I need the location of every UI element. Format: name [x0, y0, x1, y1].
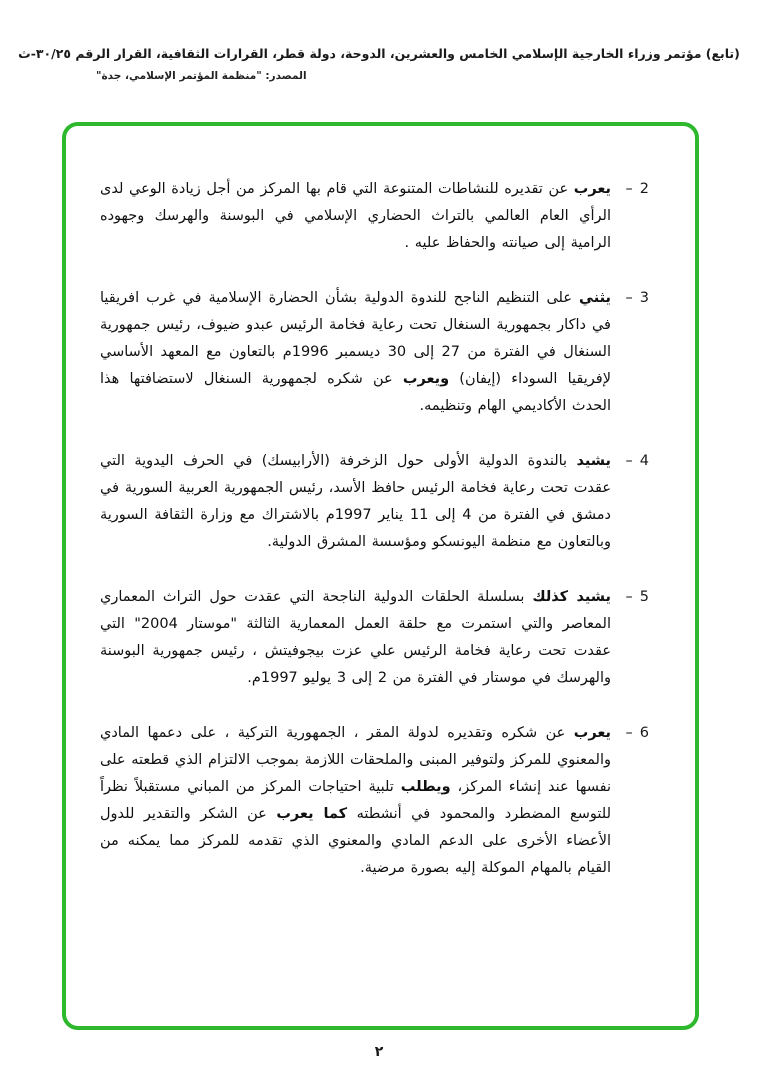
list-item	[100, 285, 649, 420]
item-text	[100, 176, 611, 257]
item-text-bold-segment: يعرب	[573, 181, 611, 197]
item-text-segment: على التنظيم الناجح للندوة الدولية بشأن الحضارة الإسلامية في غرب افريقيا في داكار بجمهورية السنغال تحت رعاية فخامة الرئيس عبدو ضيوف، رئيس جمهورية السنغال في الفترة من 27 إلى 30 ديسمبر 1996م بالتعاون مع المعهد الأساسي لإفريقيا السوداء (إيفان)	[100, 290, 612, 387]
item-text	[100, 720, 611, 882]
item-marker	[611, 584, 649, 692]
item-number: 2	[639, 181, 649, 197]
item-number: 6	[639, 725, 649, 741]
item-number: 4	[639, 453, 649, 469]
list-item	[100, 448, 649, 556]
page-number: ٢	[374, 1044, 384, 1060]
document-source-line: المصدر: "منظمة المؤتمر الإسلامي، جدة"	[96, 70, 307, 82]
item-text-segment: عن شكره وتقديره لدولة المقر ، الجمهورية التركية ، على دعمها المادي والمعنوي للمركز ولتوفير المبنى والملحقات اللازمة بموجب الالتزام الذي قطعته على نفسها عند إنشاء المركز،	[100, 725, 611, 795]
item-marker	[611, 285, 649, 420]
item-text-bold-segment: ويعرب	[402, 371, 450, 387]
item-text-segment: عن تقديره للنشاطات المتنوعة التي قام بها المركز من أجل زيادة الوعي لدى الرأي العام العالمي بالتراث الحضاري الإسلامي في البوسنة والهرسك وجهوده الرامية إلى صيانته والحفاظ عليه .	[100, 181, 611, 251]
item-dash: –	[625, 181, 633, 197]
item-text-bold-segment: يشيد	[576, 453, 611, 469]
resolution-items	[66, 126, 695, 882]
item-dash: –	[625, 725, 633, 741]
item-marker	[611, 720, 649, 882]
item-marker	[611, 448, 649, 556]
item-text	[100, 285, 611, 420]
list-item	[100, 584, 649, 692]
document-header-title: (تابع) مؤتمر وزراء الخارجية الإسلامي الخامس والعشرين، الدوحة، دولة قطر، القرارات الثقافية، القرار الرقم ٣٠/٢٥-ث	[18, 46, 740, 61]
item-text-segment: بسلسلة الحلقات الدولية الناجحة التي عقدت حول التراث المعماري المعاصر والتي استمرت مع حلقة العمل المعمارية الثالثة "موستار 2004" التي عقدت تحت رعاية فخامة الرئيس علي عزت بيجوفيتش ، رئيس جمهورية البوسنة والهرسك في موستار في الفترة من 2 إلى 3 يوليو 1997م.	[100, 589, 611, 686]
content-frame	[62, 122, 699, 1030]
item-text-bold-segment: يعرب	[573, 725, 611, 741]
item-number: 3	[639, 290, 649, 306]
item-text-segment: عن شكره لجمهورية السنغال لاستضافتها هذا الحدث الأكاديمي الهام وتنظيمه.	[100, 371, 611, 414]
item-text	[100, 448, 611, 556]
item-number: 5	[639, 589, 649, 605]
item-marker	[611, 176, 649, 257]
item-text-bold-segment: كما يعرب	[276, 806, 348, 822]
item-text-segment: عن الشكر والتقدير للدول الأعضاء الأخرى على الدعم المادي والمعنوي الذي تقدمه للمركز مما يمكنه من القيام بالمهام الموكلة إليه بصورة مرضية.	[100, 806, 611, 876]
list-item	[100, 720, 649, 882]
item-text-bold-segment: يثني	[579, 290, 611, 306]
item-text-segment: تلبية احتياجات المركز من المباني مستقبلاً نظراً للتوسع المضطرد والمحمود في أنشطته	[100, 779, 611, 822]
item-dash: –	[625, 290, 633, 306]
item-text-bold-segment: يشيد كذلك	[532, 589, 611, 605]
list-item	[100, 176, 649, 257]
item-text	[100, 584, 611, 692]
item-dash: –	[625, 589, 633, 605]
item-dash: –	[625, 453, 633, 469]
item-text-segment: بالندوة الدولية الأولى حول الزخرفة (الأرابيسك) في الحرف اليدوية التي عقدت تحت رعاية فخامة الرئيس حافظ الأسد، رئيس الجمهورية العربية السورية في دمشق في الفترة من 4 إلى 11 يناير 1997م بالاشتراك مع وزارة الثقافة السورية وبالتعاون مع منظمة اليونسكو ومؤسسة المشرق الدولية.	[100, 453, 611, 550]
item-text-bold-segment: ويطلب	[400, 779, 451, 795]
